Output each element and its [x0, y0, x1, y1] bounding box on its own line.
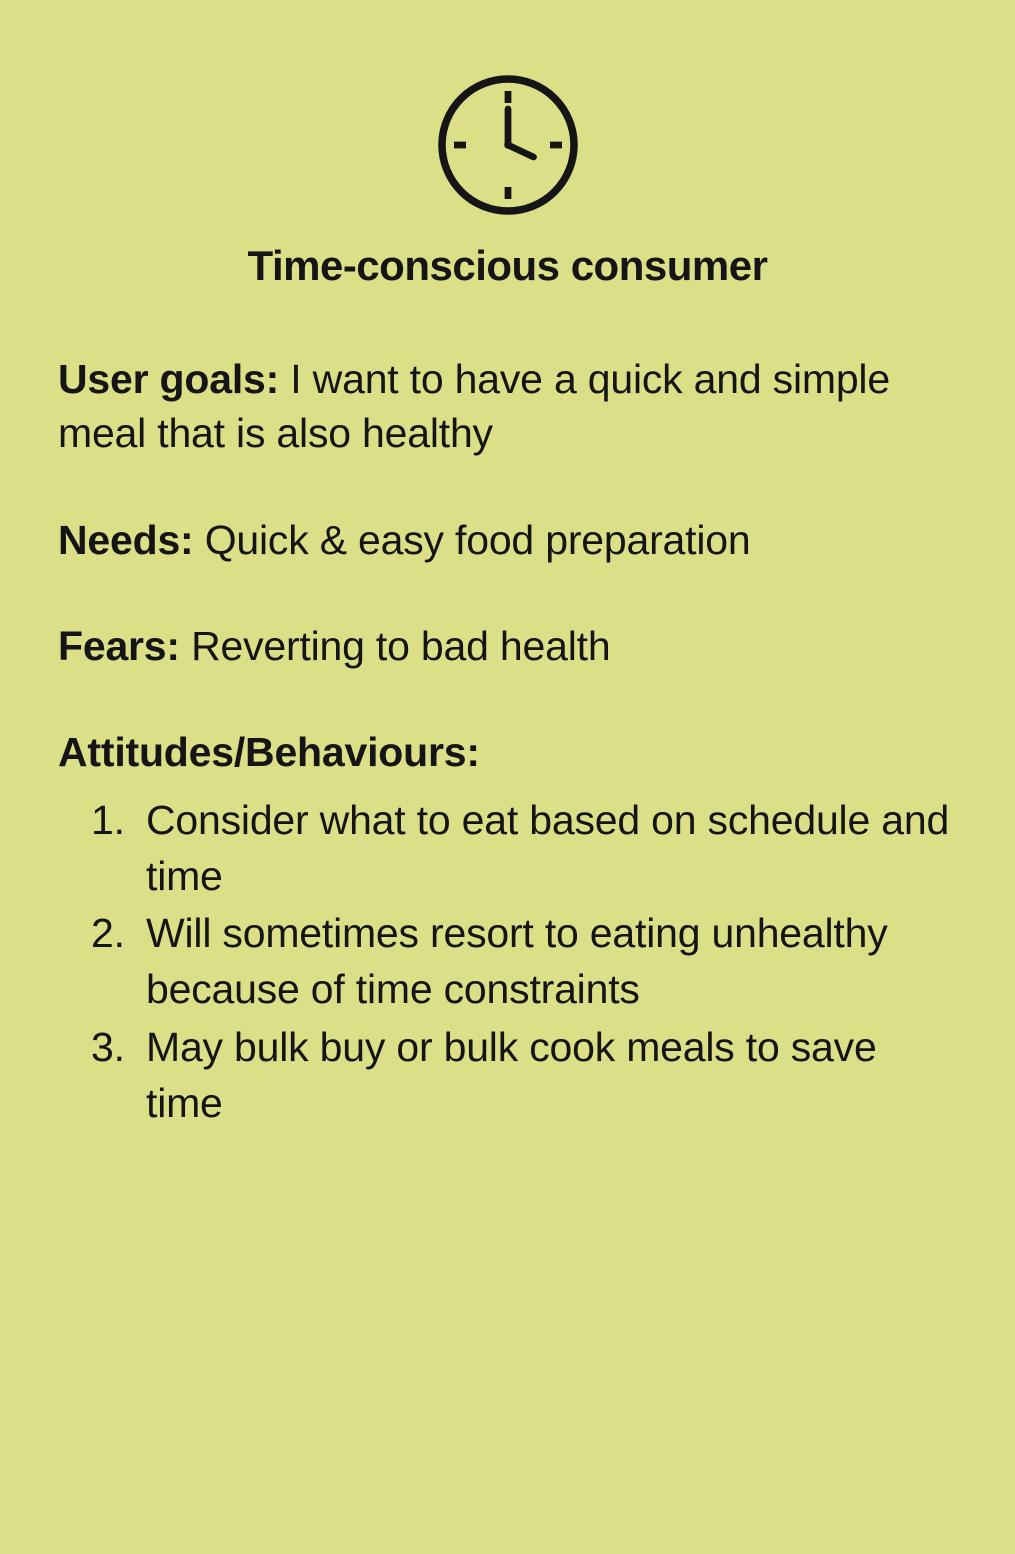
section-text-user-goals: I want to have a quick and simple meal that is also healthy — [58, 356, 890, 457]
list-item: 3. May bulk buy or bulk cook meals to save time — [136, 1020, 957, 1132]
section-text-needs: Quick & easy food preparation — [193, 516, 751, 563]
section-label-needs: Needs: — [58, 516, 194, 563]
section-label-fears: Fears: — [58, 622, 180, 669]
section-user-goals — [58, 352, 957, 460]
section-label-user-goals: User goals: — [58, 356, 280, 403]
section-needs — [58, 513, 957, 567]
clock-icon — [433, 70, 583, 220]
section-label-attitudes: Attitudes/Behaviours: — [58, 728, 480, 775]
page-title: Time-conscious consumer — [247, 242, 768, 289]
section-fears — [58, 619, 957, 673]
attitudes-list — [58, 793, 957, 1134]
section-attitudes-behaviours — [58, 725, 957, 779]
list-item: 2. Will sometimes resort to eating unhealthy because of time constraints — [136, 906, 957, 1018]
section-text-fears: Reverting to bad health — [179, 622, 611, 669]
list-item: 1. Consider what to eat based on schedule and time — [136, 793, 957, 905]
clock-icon-container — [58, 70, 957, 220]
